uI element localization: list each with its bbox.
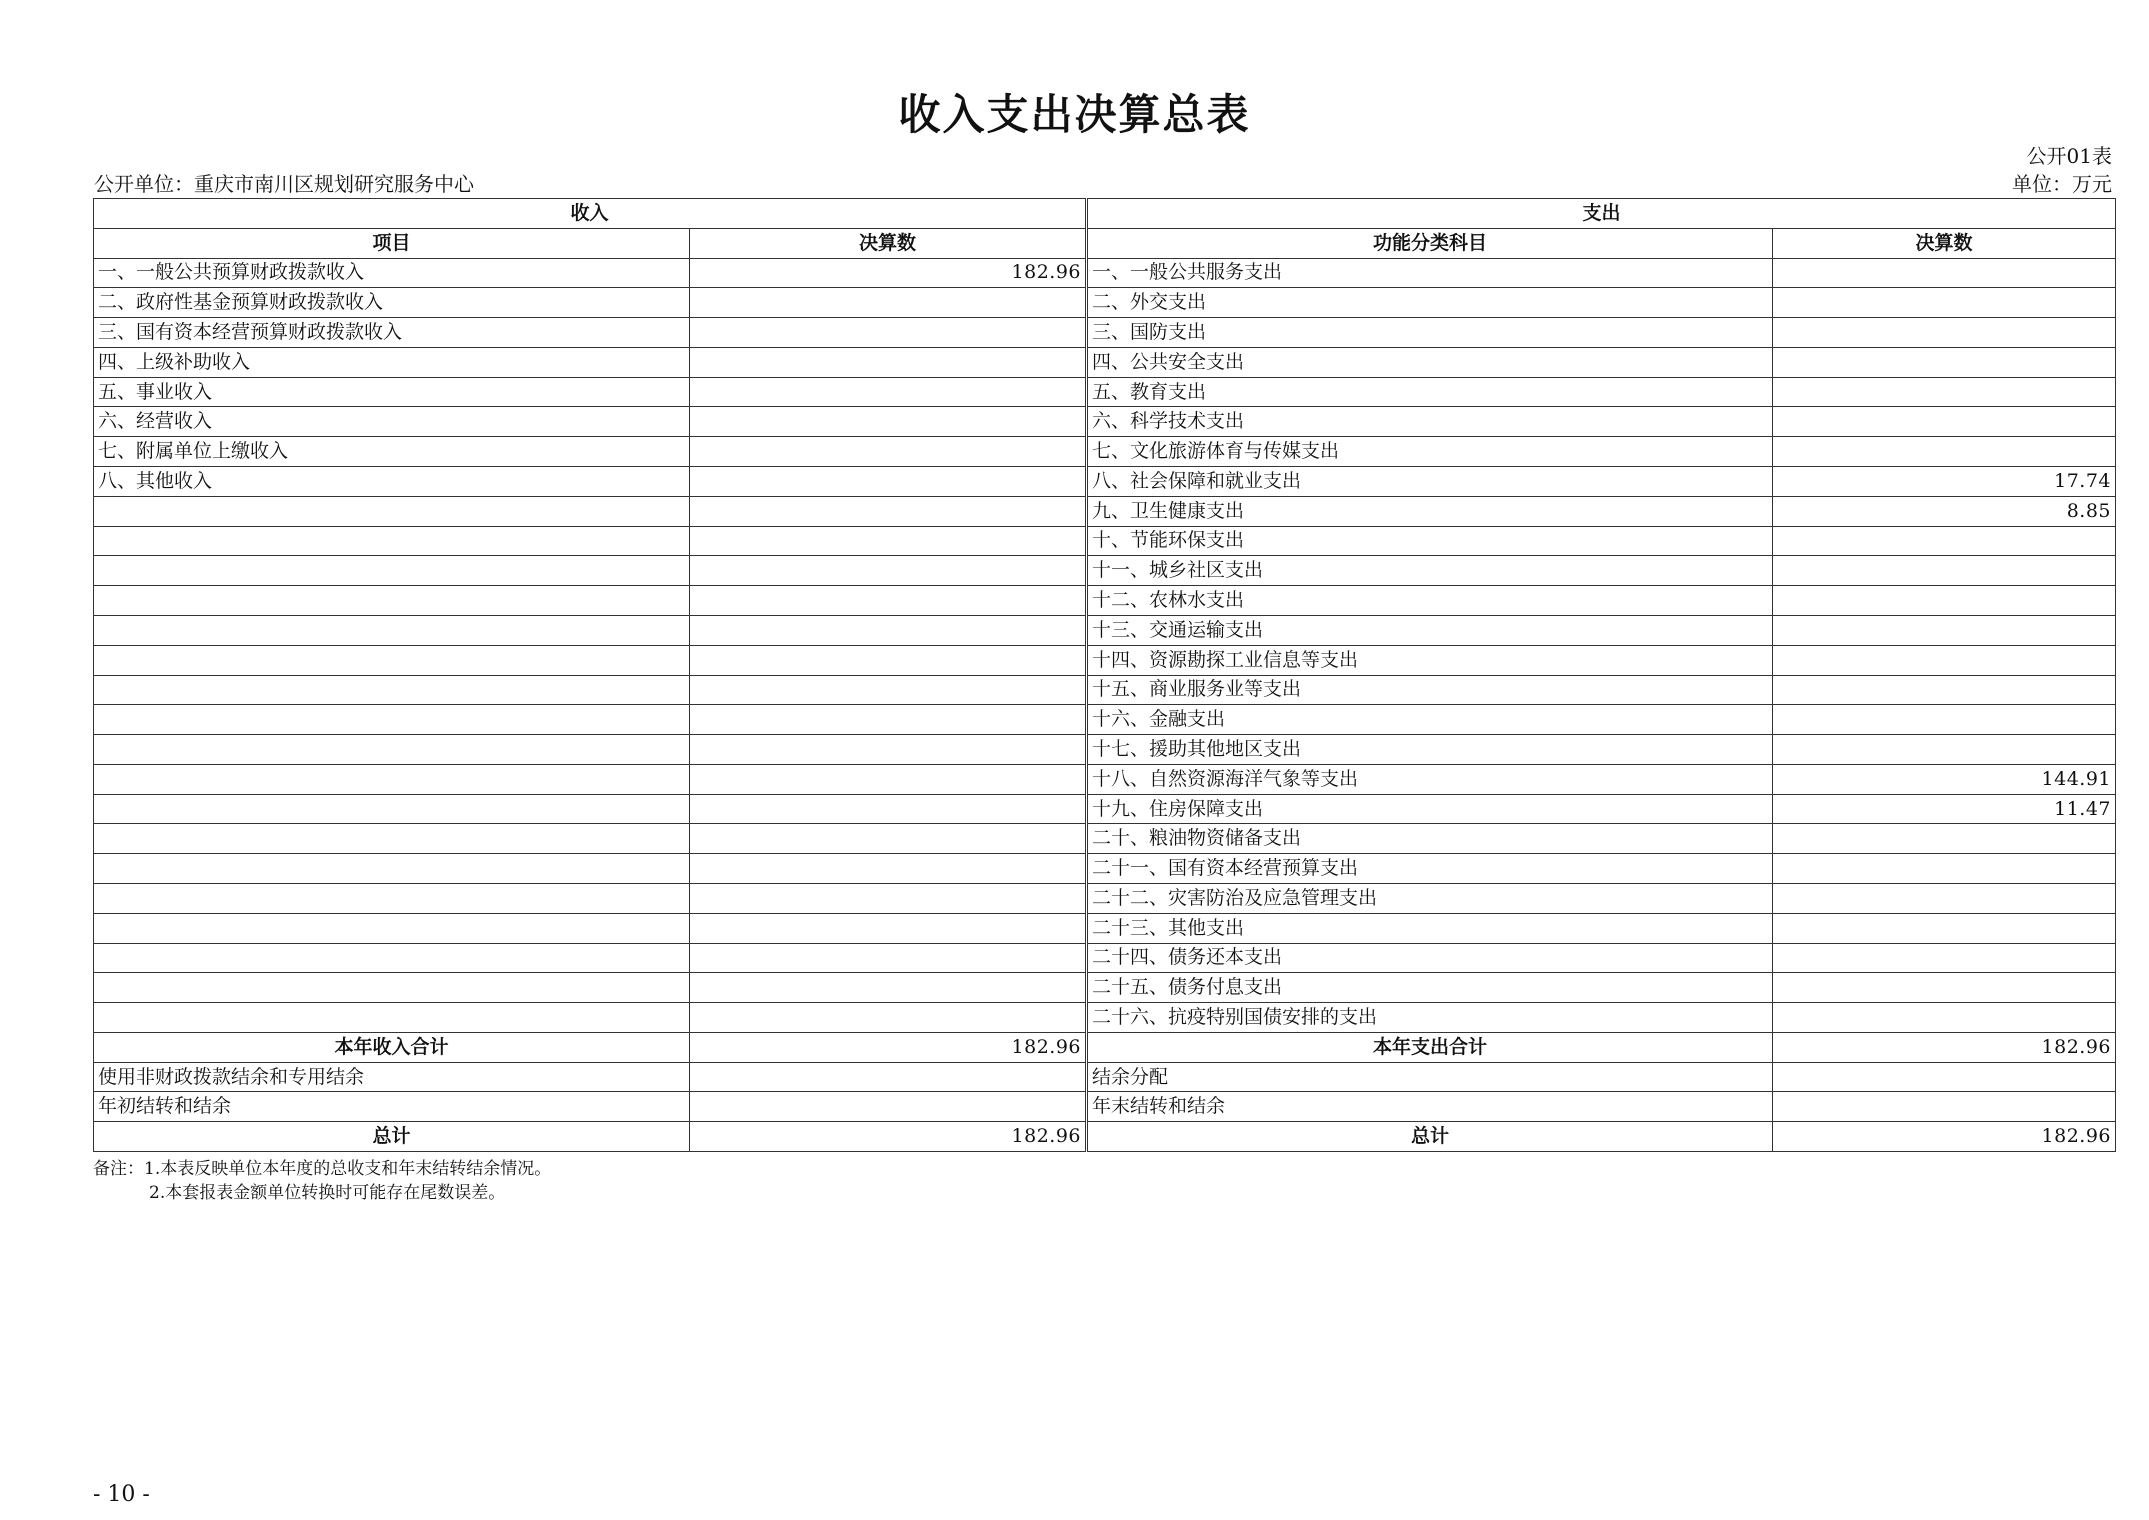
table-row xyxy=(1087,794,2116,824)
income-item-label xyxy=(94,764,690,794)
expense-item-label: 年末结转和结余 xyxy=(1087,1092,1773,1122)
notes xyxy=(93,1157,551,1205)
expense-item-label: 四、公共安全支出 xyxy=(1087,347,1773,377)
expense-item-label: 十六、金融支出 xyxy=(1087,705,1773,735)
expense-item-label: 七、文化旅游体育与传媒支出 xyxy=(1087,437,1773,467)
expense-item-label: 二十四、债务还本支出 xyxy=(1087,943,1773,973)
expense-table xyxy=(1085,198,2116,1152)
expense-item-amount xyxy=(1773,883,2116,913)
expense-item-amount xyxy=(1773,258,2116,288)
income-item-amount xyxy=(690,496,1086,526)
expense-item-label: 八、社会保障和就业支出 xyxy=(1087,467,1773,497)
table-row xyxy=(1087,1003,2116,1033)
expense-item-amount: 144.91 xyxy=(1773,764,2116,794)
table-row xyxy=(1087,675,2116,705)
reporting-unit: 公开单位：重庆市南川区规划研究服务中心 xyxy=(94,172,474,196)
expense-item-amount xyxy=(1773,437,2116,467)
income-item-amount xyxy=(690,794,1086,824)
income-item-amount: 182.96 xyxy=(690,258,1086,288)
table-row xyxy=(94,943,1086,973)
table-row xyxy=(1087,556,2116,586)
expense-col-item-header: 功能分类科目 xyxy=(1087,228,1773,258)
expense-item-label: 三、国防支出 xyxy=(1087,318,1773,348)
income-item-label xyxy=(94,913,690,943)
income-item-label: 一、一般公共预算财政拨款收入 xyxy=(94,258,690,288)
expense-item-label: 九、卫生健康支出 xyxy=(1087,496,1773,526)
income-item-amount xyxy=(690,764,1086,794)
table-row xyxy=(94,615,1086,645)
income-col-item-header: 项目 xyxy=(94,228,690,258)
income-column-header xyxy=(94,228,1086,258)
expense-item-label: 二、外交支出 xyxy=(1087,288,1773,318)
table-row xyxy=(94,1003,1086,1033)
currency-unit: 单位：万元 xyxy=(2012,172,2112,196)
income-item-amount xyxy=(690,407,1086,437)
table-row xyxy=(94,735,1086,765)
income-item-label xyxy=(94,854,690,884)
expense-item-amount: 17.74 xyxy=(1773,467,2116,497)
expense-item-amount xyxy=(1773,586,2116,616)
table-row xyxy=(94,824,1086,854)
form-number: 公开01表 xyxy=(2026,144,2112,168)
income-total-row xyxy=(94,1122,1086,1152)
table-row xyxy=(94,318,1086,348)
expense-subtotal-label: 本年支出合计 xyxy=(1087,1032,1773,1062)
table-row xyxy=(1087,586,2116,616)
income-item-amount xyxy=(690,973,1086,1003)
expense-total-label: 总计 xyxy=(1087,1122,1773,1152)
expense-section-header xyxy=(1087,199,2116,229)
table-row xyxy=(1087,824,2116,854)
expense-item-label: 十七、援助其他地区支出 xyxy=(1087,735,1773,765)
table-row xyxy=(1087,735,2116,765)
expense-item-label: 二十、粮油物资储备支出 xyxy=(1087,824,1773,854)
income-item-amount xyxy=(690,437,1086,467)
table-row xyxy=(94,645,1086,675)
income-item-amount xyxy=(690,1062,1086,1092)
income-item-amount xyxy=(690,347,1086,377)
table-row xyxy=(94,556,1086,586)
table-row xyxy=(1087,526,2116,556)
income-item-label xyxy=(94,496,690,526)
expense-item-label: 十、节能环保支出 xyxy=(1087,526,1773,556)
expense-subtotal-amount: 182.96 xyxy=(1773,1032,2116,1062)
income-item-label xyxy=(94,794,690,824)
income-item-amount xyxy=(690,377,1086,407)
expense-item-label: 十四、资源勘探工业信息等支出 xyxy=(1087,645,1773,675)
income-item-amount xyxy=(690,824,1086,854)
expense-item-amount xyxy=(1773,377,2116,407)
income-item-label xyxy=(94,705,690,735)
expense-total-amount: 182.96 xyxy=(1773,1122,2116,1152)
expense-item-amount xyxy=(1773,556,2116,586)
income-item-label xyxy=(94,824,690,854)
income-item-label: 八、其他收入 xyxy=(94,467,690,497)
table-row xyxy=(94,526,1086,556)
income-item-label: 六、经营收入 xyxy=(94,407,690,437)
table-row xyxy=(1087,288,2116,318)
income-item-label: 年初结转和结余 xyxy=(94,1092,690,1122)
table-row xyxy=(94,586,1086,616)
expense-item-amount xyxy=(1773,1062,2116,1092)
income-col-amount-header: 决算数 xyxy=(690,228,1086,258)
expense-item-label: 二十一、国有资本经营预算支出 xyxy=(1087,854,1773,884)
table-row xyxy=(1087,318,2116,348)
expense-item-amount: 11.47 xyxy=(1773,794,2116,824)
income-item-amount xyxy=(690,526,1086,556)
expense-item-amount xyxy=(1773,913,2116,943)
table-row xyxy=(1087,467,2116,497)
expense-section-title: 支出 xyxy=(1087,199,2116,229)
expense-column-header xyxy=(1087,228,2116,258)
expense-item-amount xyxy=(1773,705,2116,735)
table-row xyxy=(1087,347,2116,377)
table-row xyxy=(1087,973,2116,1003)
expense-item-amount xyxy=(1773,943,2116,973)
table-row xyxy=(94,794,1086,824)
table-row xyxy=(1087,764,2116,794)
table-row xyxy=(94,377,1086,407)
income-item-label xyxy=(94,526,690,556)
income-item-label xyxy=(94,675,690,705)
table-row xyxy=(94,467,1086,497)
income-total-label: 总计 xyxy=(94,1122,690,1152)
income-section-header xyxy=(94,199,1086,229)
expense-item-amount xyxy=(1773,407,2116,437)
table-row xyxy=(94,705,1086,735)
table-row xyxy=(1087,377,2116,407)
expense-item-label: 十二、农林水支出 xyxy=(1087,586,1773,616)
income-item-amount xyxy=(690,615,1086,645)
income-subtotal-amount: 182.96 xyxy=(690,1032,1086,1062)
table-row xyxy=(1087,407,2116,437)
expense-item-amount xyxy=(1773,973,2116,1003)
expense-item-label: 五、教育支出 xyxy=(1087,377,1773,407)
expense-item-label: 一、一般公共服务支出 xyxy=(1087,258,1773,288)
table-row xyxy=(1087,645,2116,675)
expense-item-amount xyxy=(1773,824,2116,854)
income-table xyxy=(93,198,1086,1152)
income-subtotal-label: 本年收入合计 xyxy=(94,1032,690,1062)
expense-item-amount xyxy=(1773,347,2116,377)
table-row xyxy=(1087,913,2116,943)
income-item-label xyxy=(94,735,690,765)
table-row xyxy=(1087,705,2116,735)
table-row xyxy=(94,675,1086,705)
expense-col-amount-header: 决算数 xyxy=(1773,228,2116,258)
expense-item-amount xyxy=(1773,1003,2116,1033)
table-row xyxy=(1087,943,2116,973)
table-row xyxy=(94,407,1086,437)
expense-item-amount xyxy=(1773,288,2116,318)
income-item-label xyxy=(94,556,690,586)
income-item-label: 二、政府性基金预算财政拨款收入 xyxy=(94,288,690,318)
table-row xyxy=(1087,437,2116,467)
expense-item-label: 十五、商业服务业等支出 xyxy=(1087,675,1773,705)
table-row xyxy=(1087,1092,2116,1122)
income-item-amount xyxy=(690,1003,1086,1033)
income-item-amount xyxy=(690,854,1086,884)
table-row xyxy=(94,1092,1086,1122)
expense-item-label: 十八、自然资源海洋气象等支出 xyxy=(1087,764,1773,794)
income-item-label xyxy=(94,973,690,1003)
table-row xyxy=(94,1062,1086,1092)
income-item-amount xyxy=(690,705,1086,735)
table-row xyxy=(94,437,1086,467)
expense-item-amount xyxy=(1773,645,2116,675)
expense-item-amount xyxy=(1773,735,2116,765)
expense-item-amount xyxy=(1773,318,2116,348)
income-item-amount xyxy=(690,675,1086,705)
table-row xyxy=(94,854,1086,884)
income-item-label: 三、国有资本经营预算财政拨款收入 xyxy=(94,318,690,348)
table-row xyxy=(1087,615,2116,645)
table-row xyxy=(1087,854,2116,884)
income-item-amount xyxy=(690,645,1086,675)
expense-item-amount xyxy=(1773,1092,2116,1122)
page-number: - 10 - xyxy=(93,1482,150,1507)
income-item-amount xyxy=(690,586,1086,616)
income-item-label xyxy=(94,883,690,913)
income-expense-table xyxy=(93,198,2114,1152)
income-item-amount xyxy=(690,467,1086,497)
expense-item-label: 二十五、债务付息支出 xyxy=(1087,973,1773,1003)
table-row xyxy=(1087,496,2116,526)
expense-item-amount xyxy=(1773,854,2116,884)
income-item-amount xyxy=(690,943,1086,973)
table-row xyxy=(94,347,1086,377)
table-row xyxy=(94,973,1086,1003)
income-item-label: 四、上级补助收入 xyxy=(94,347,690,377)
expense-item-amount: 8.85 xyxy=(1773,496,2116,526)
expense-item-label: 二十二、灾害防治及应急管理支出 xyxy=(1087,883,1773,913)
income-item-amount xyxy=(690,288,1086,318)
income-total-amount: 182.96 xyxy=(690,1122,1086,1152)
income-item-label: 五、事业收入 xyxy=(94,377,690,407)
table-row xyxy=(1087,1062,2116,1092)
income-item-label xyxy=(94,586,690,616)
page-title: 收入支出决算总表 xyxy=(898,90,1251,139)
table-row xyxy=(94,496,1086,526)
income-item-label xyxy=(94,615,690,645)
table-row xyxy=(1087,883,2116,913)
note-2: 2.本套报表金额单位转换时可能存在尾数误差。 xyxy=(149,1183,506,1203)
table-row xyxy=(94,883,1086,913)
income-item-label xyxy=(94,1003,690,1033)
income-item-amount xyxy=(690,1092,1086,1122)
income-item-amount xyxy=(690,913,1086,943)
table-row xyxy=(94,258,1086,288)
expense-item-label: 十九、住房保障支出 xyxy=(1087,794,1773,824)
income-item-amount xyxy=(690,318,1086,348)
income-subtotal-row xyxy=(94,1032,1086,1062)
expense-item-label: 二十六、抗疫特别国债安排的支出 xyxy=(1087,1003,1773,1033)
expense-item-label: 十三、交通运输支出 xyxy=(1087,615,1773,645)
income-item-amount xyxy=(690,883,1086,913)
income-item-amount xyxy=(690,735,1086,765)
expense-item-label: 六、科学技术支出 xyxy=(1087,407,1773,437)
expense-item-amount xyxy=(1773,615,2116,645)
expense-subtotal-row xyxy=(1087,1032,2116,1062)
expense-item-label: 二十三、其他支出 xyxy=(1087,913,1773,943)
income-section-title: 收入 xyxy=(94,199,1086,229)
expense-item-label: 十一、城乡社区支出 xyxy=(1087,556,1773,586)
table-row xyxy=(94,288,1086,318)
income-item-label: 七、附属单位上缴收入 xyxy=(94,437,690,467)
table-row xyxy=(94,913,1086,943)
income-item-label xyxy=(94,943,690,973)
expense-item-amount xyxy=(1773,675,2116,705)
expense-item-amount xyxy=(1773,526,2116,556)
table-row xyxy=(94,764,1086,794)
expense-total-row xyxy=(1087,1122,2116,1152)
income-item-label: 使用非财政拨款结余和专用结余 xyxy=(94,1062,690,1092)
expense-item-label: 结余分配 xyxy=(1087,1062,1773,1092)
income-item-amount xyxy=(690,556,1086,586)
income-item-label xyxy=(94,645,690,675)
note-1: 备注：1.本表反映单位本年度的总收支和年末结转结余情况。 xyxy=(93,1159,552,1179)
table-row xyxy=(1087,258,2116,288)
